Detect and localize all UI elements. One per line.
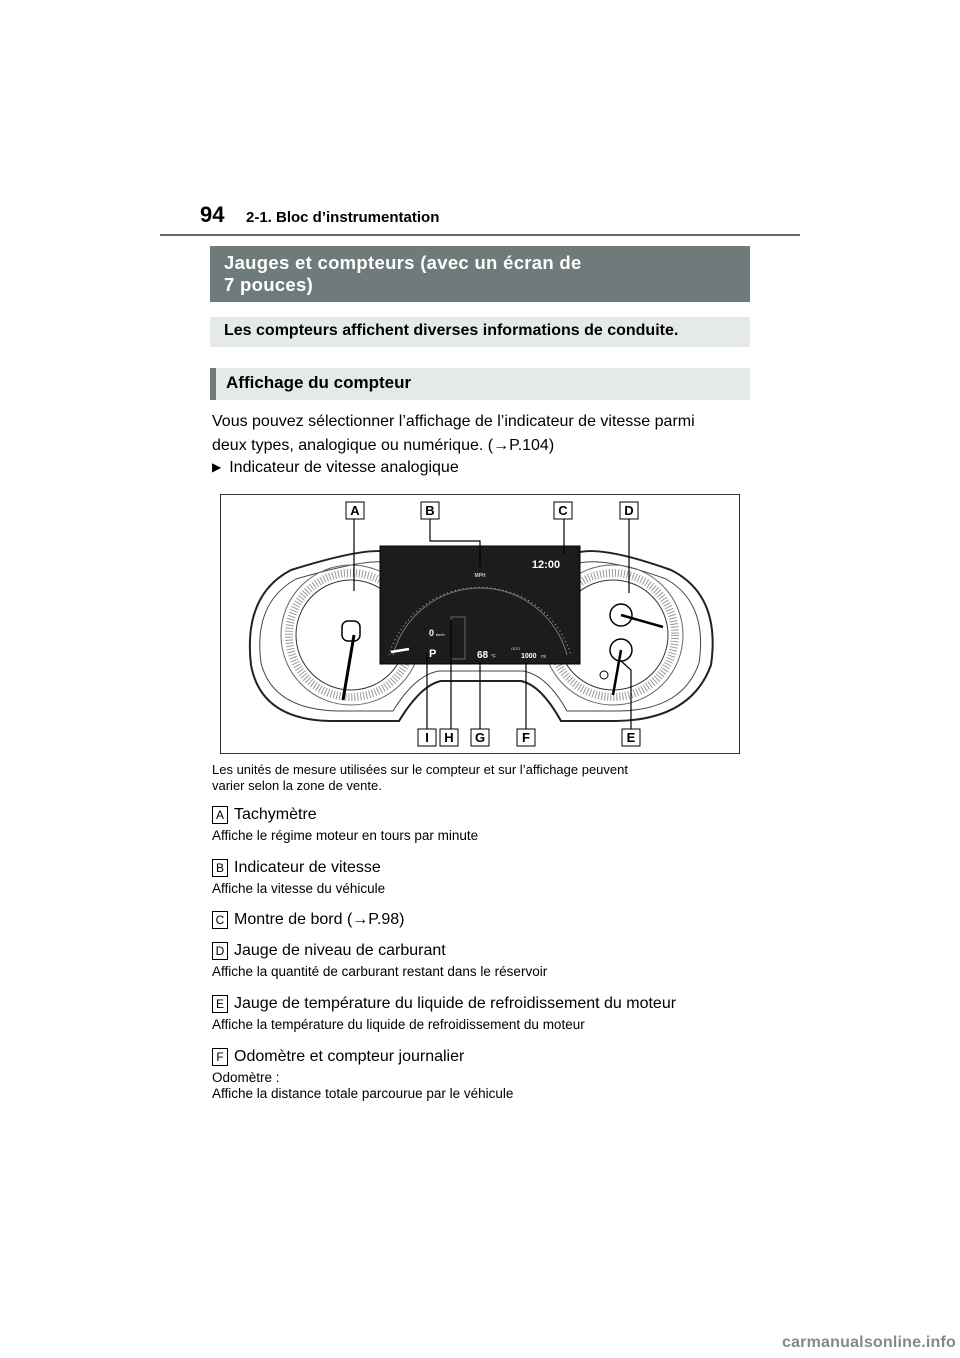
legend-item-title: Jauge de température du liquide de refroidissement du moteur bbox=[234, 995, 677, 1012]
units-note-line-2: varier selon la zone de vente. bbox=[212, 778, 382, 793]
bullet-text: Indicateur de vitesse analogique bbox=[229, 459, 459, 476]
legend-item-description: Affiche la vitesse du véhicule bbox=[212, 881, 386, 896]
letter-badge-f: F bbox=[212, 1048, 228, 1066]
display-odometer: 1000 bbox=[521, 653, 537, 660]
page-title bbox=[210, 246, 750, 302]
svg-text:D: D bbox=[624, 503, 634, 518]
legend-item-description: Odomètre : bbox=[212, 1070, 280, 1085]
callout-e bbox=[622, 729, 640, 746]
legend-item-c bbox=[212, 911, 772, 929]
instrument-cluster-figure bbox=[220, 494, 740, 754]
letter-badge-a: A bbox=[212, 806, 228, 824]
legend-item-a bbox=[212, 806, 772, 844]
legend-item-description: Affiche la température du liquide de refroidissement du moteur bbox=[212, 1017, 585, 1032]
legend-item-description: Affiche le régime moteur en tours par minute bbox=[212, 828, 479, 843]
page-number: 94 bbox=[200, 202, 225, 227]
svg-text:G: G bbox=[474, 730, 486, 745]
legend-item-title: Odomètre et compteur journalier bbox=[234, 1048, 465, 1065]
letter-badge-d: D bbox=[212, 942, 228, 960]
callout-c bbox=[554, 502, 572, 519]
legend-item-title: Jauge de niveau de carburant bbox=[234, 942, 446, 959]
intro-line-2: deux types, analogique ou numérique. (→P.104) bbox=[212, 437, 555, 454]
svg-text:C: C bbox=[558, 503, 568, 518]
section-reference: 2-1. Bloc d’instrumentation bbox=[246, 209, 440, 226]
display-odo-label: ODO bbox=[511, 646, 521, 651]
legend-item-title: Indicateur de vitesse bbox=[234, 859, 381, 876]
display-temperature-unit: °F bbox=[491, 654, 497, 660]
display-speed-unit-top: MPH bbox=[474, 573, 486, 579]
watermark: carmanualsonline.info bbox=[781, 1334, 956, 1351]
legend-item-f bbox=[212, 1048, 772, 1102]
intro-line-1: Vous pouvez sélectionner l’affichage de l’indicateur de vitesse parmi bbox=[212, 413, 695, 430]
display-speed-value: 0 bbox=[429, 628, 435, 638]
letter-badge-e: E bbox=[212, 995, 228, 1013]
callout-b bbox=[421, 502, 439, 519]
legend-item-title: Tachymètre bbox=[234, 806, 317, 823]
legend-item-d bbox=[212, 942, 772, 980]
callout-g bbox=[471, 729, 489, 746]
bullet-item bbox=[212, 459, 459, 477]
legend-item-title: Montre de bord (→P.98) bbox=[234, 911, 405, 928]
display-temperature: 68 bbox=[477, 650, 489, 661]
header-rule bbox=[160, 234, 800, 236]
page-title-line-1: Jauges et compteurs (avec un écran de bbox=[224, 252, 582, 273]
svg-text:F: F bbox=[522, 730, 530, 745]
svg-text:I: I bbox=[425, 730, 429, 745]
units-note bbox=[212, 762, 752, 794]
page-title-line-2: 7 pouces) bbox=[224, 274, 314, 295]
svg-text:A: A bbox=[350, 503, 360, 518]
section-heading: Affichage du compteur bbox=[210, 368, 750, 400]
svg-text:B: B bbox=[425, 503, 435, 518]
instrument-cluster-illustration bbox=[221, 495, 739, 753]
svg-text:H: H bbox=[444, 730, 454, 745]
triangle-bullet-icon: ▶ bbox=[212, 460, 222, 474]
svg-text:E: E bbox=[626, 730, 636, 745]
legend-item-e bbox=[212, 995, 772, 1033]
callout-f bbox=[517, 729, 535, 746]
letter-badge-b: B bbox=[212, 859, 228, 877]
display-odometer-unit: mi bbox=[541, 654, 547, 660]
display-speed-unit: km/h bbox=[436, 632, 445, 637]
page-subtitle: Les compteurs affichent diverses informations de conduite. bbox=[210, 317, 750, 347]
legend-item-b bbox=[212, 859, 772, 897]
legend-item-description: Affiche la quantité de carburant restant dans le réservoir bbox=[212, 964, 548, 979]
display-clock: 12:00 bbox=[531, 559, 561, 571]
units-note-line-1: Les unités de mesure utilisées sur le compteur et sur l’affichage peuvent bbox=[212, 762, 628, 777]
callout-h bbox=[440, 729, 458, 746]
legend-item-description-2: Affiche la distance totale parcourue par le véhicule bbox=[212, 1086, 514, 1101]
callout-d bbox=[620, 502, 638, 519]
display-gear: P bbox=[429, 648, 437, 660]
letter-badge-c: C bbox=[212, 911, 228, 929]
intro-paragraph bbox=[212, 410, 752, 458]
callout-a bbox=[346, 502, 364, 519]
callout-i bbox=[418, 729, 436, 746]
